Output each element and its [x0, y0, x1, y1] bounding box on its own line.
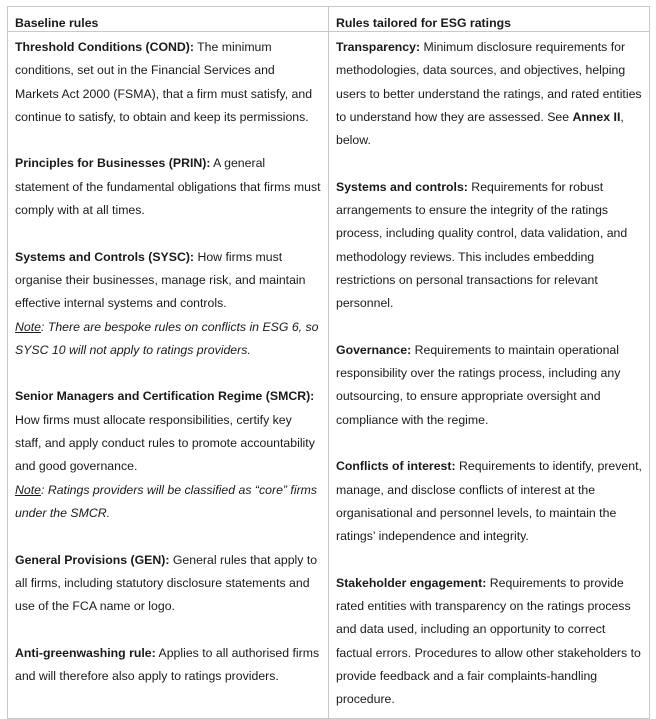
entry-text: Requirements to identify, prevent, manage, and disclose conflicts of interest at the organisational and personnel levels, to maintain the ratings’ independence and integrity. [336, 459, 642, 544]
baseline-entry-cond [15, 36, 321, 129]
tailored-rules-header: Rules tailored for ESG ratings [329, 7, 650, 32]
note-label: Note [15, 482, 41, 497]
entry-term: General Provisions (GEN): [15, 552, 170, 567]
entry-text: Applies to all authorised firms and will therefore also apply to ratings providers. [15, 645, 320, 684]
entry-term: Conflicts of interest: [336, 459, 456, 474]
tailored-entry-conflicts [336, 455, 642, 548]
entry-term: Threshold Conditions (COND): [15, 40, 194, 54]
entry-term: Transparency: [336, 40, 421, 54]
tailored-entry-stakeholder [336, 572, 642, 712]
entry-note [15, 316, 321, 363]
entry-term: Principles for Businesses (PRIN): [15, 156, 211, 171]
entry-text: Requirements to maintain operational responsibility over the ratings process, including any outsourcing, to ensure appropriate oversight and compliance with the regime. [336, 342, 621, 427]
tailored-rules-cell [329, 32, 650, 719]
note-text: : Ratings providers will be classified as “core” firms under the SMCR. [15, 482, 318, 520]
entry-term: Stakeholder engagement: [336, 575, 487, 590]
entry-note [15, 479, 321, 526]
entry-text-after: , below. [336, 109, 624, 148]
note-text: : There are bespoke rules on conflicts in ESG 6, so SYSC 10 will not apply to ratings providers. [15, 319, 319, 357]
entry-text: A general statement of the fundamental obligations that firms must comply with at all times. [15, 156, 321, 218]
entry-term: Systems and controls: [336, 179, 468, 194]
entry-term: Systems and Controls (SYSC): [15, 249, 195, 264]
entry-text: General rules that apply to all firms, including statutory disclosure statements and use of the FCA name or logo. [15, 552, 318, 614]
entry-text: How firms must organise their businesses, manage risk, and maintain effective internal systems and controls. [15, 249, 306, 311]
baseline-entry-anti-greenwashing [15, 642, 321, 689]
tailored-entry-governance [336, 339, 642, 432]
entry-term: Senior Managers and Certification Regime (SMCR): [15, 389, 315, 404]
header-row [8, 7, 650, 32]
note-label: Note [15, 319, 41, 334]
annex-reference: Annex II [572, 109, 621, 124]
entry-text: How firms must allocate responsibilities, certify key staff, and apply conduct rules to promote accountability and good governance. [15, 412, 315, 474]
baseline-entry-smcr [15, 385, 321, 525]
baseline-entry-sysc [15, 246, 321, 362]
content-row [8, 32, 650, 719]
entry-term: Anti-greenwashing rule: [15, 645, 156, 660]
tailored-entry-systems-controls [336, 176, 642, 316]
entry-text: Requirements to provide rated entities with transparency on the ratings process and data used, including an opportunity to correct factual errors. Procedures to allow other stakeholders to provide feedback and a fair complaints-handling procedure. [336, 575, 641, 707]
rules-comparison-table [7, 6, 650, 719]
entry-text: Requirements for robust arrangements to ensure the integrity of the ratings process, including quality control, data validation, and methodology reviews. This includes embedding restrictions on personal transactions for relevant personnel. [336, 179, 628, 311]
entry-text: Minimum disclosure requirements for methodologies, data sources, and objectives, helping users to better understand the ratings, and rated entities to understand how they are assessed. See [336, 40, 642, 124]
baseline-entry-gen [15, 549, 321, 619]
baseline-rules-cell [8, 32, 329, 719]
baseline-rules-header: Baseline rules [8, 7, 329, 32]
entry-text: The minimum conditions, set out in the Financial Services and Markets Act 2000 (FSMA), that a firm must satisfy, and continue to satisfy, to obtain and keep its permissions. [15, 40, 313, 124]
tailored-entry-transparency [336, 36, 642, 152]
entry-term: Governance: [336, 342, 412, 357]
baseline-entry-prin [15, 152, 321, 222]
